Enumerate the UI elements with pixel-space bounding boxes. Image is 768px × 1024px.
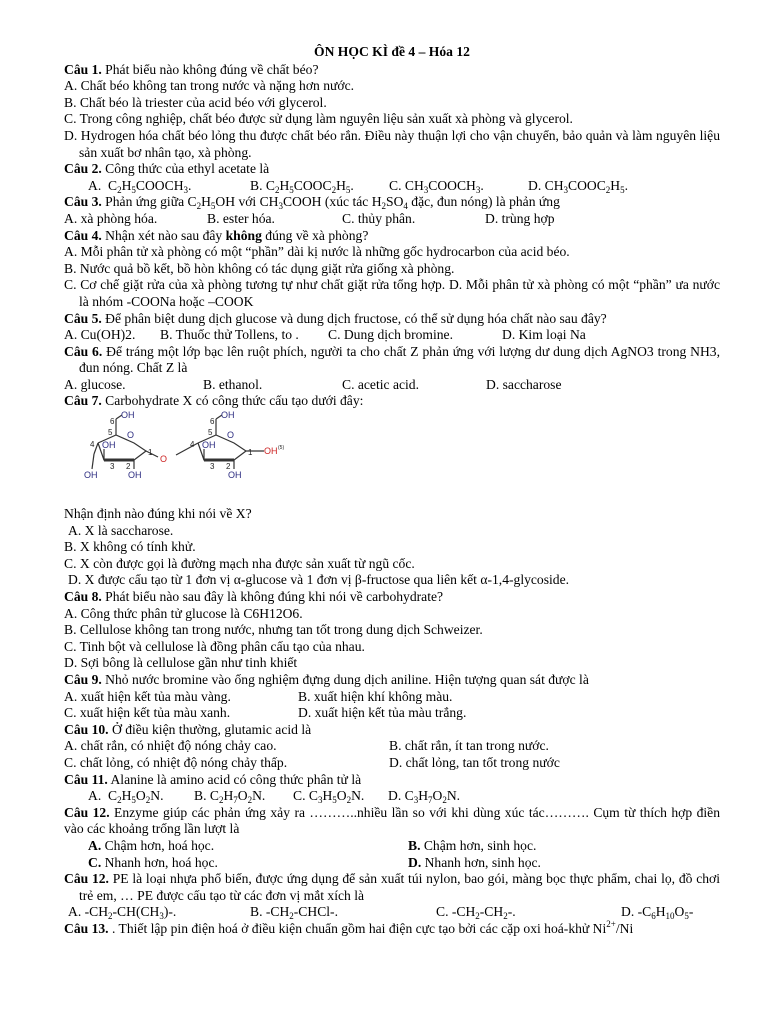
option-a: A. xuất hiện kết tủa màu vàng.: [64, 688, 231, 704]
question-7-prompt: Nhận định nào đúng khi nói về X?: [64, 506, 252, 522]
label-ring-o: O: [127, 430, 135, 441]
option-b: B. Cellulose không tan trong nước, nhưng tan tốt trong dung dịch Schweizer.: [64, 622, 483, 638]
option-d: D. $-C_6H_{10}O_5-$: [621, 904, 694, 922]
question-11-options: [64, 788, 720, 805]
question-2-stem: [64, 161, 720, 178]
question-label: Câu 13.: [64, 920, 109, 936]
option-a: A. glucose.: [64, 376, 126, 392]
option-b: B. chất rắn, ít tan trong nước.: [389, 738, 549, 754]
num-6-right: 6: [210, 417, 215, 427]
option-a: A. Mỗi phân tử xà phòng có một “phần” dài kị nước là những gốc hydrocarbon của acid béo.: [64, 244, 570, 260]
question-text: Phát biểu nào không đúng về chất béo?: [101, 61, 319, 77]
option-b: B. $C_2H_5COOC_2H_5$.: [250, 177, 354, 195]
option-d: D. Hydrogen hóa chất béo lỏng thu được chất béo rắn. Điều này thuận lợi cho vận chuyển, bảo quản và làm nguyên liệu sản xuất bơ nhân tạo, xà phòng.: [64, 127, 720, 160]
question-label: Câu 1.: [64, 61, 102, 77]
label-oh-c3-right: OH: [202, 440, 216, 451]
question-7-stem: Câu 7. Carbohydrate X có công thức cấu tạo dưới đây:: [64, 393, 364, 409]
option-d: D. saccharose: [486, 376, 562, 392]
option-b: B. ethanol.: [203, 376, 263, 392]
option-a: A. Cu(OH)2.: [64, 327, 136, 343]
question-12-options-row2: [64, 855, 720, 872]
question-2-options: [64, 178, 720, 195]
option-c: C. $C_3H_5O_2N$.: [293, 788, 365, 806]
label-ring-o-right: O: [227, 430, 235, 441]
question-4-stem: Câu 4. Nhận xét nào sau đây không đúng về xà phòng?: [64, 227, 369, 243]
question-label: Câu 5.: [64, 310, 102, 326]
option-d: D. Sợi bông là cellulose gần như tinh khiết: [64, 655, 298, 671]
option-a: A. xà phòng hóa.: [64, 210, 158, 226]
question-3-options: [64, 211, 720, 228]
option-b: B. $-CH_2-CHCl-$.: [250, 904, 338, 922]
option-a: A. Công thức phân tử glucose là C6H12O6.: [64, 605, 303, 621]
option-b: B. X không có tính khử.: [64, 539, 196, 555]
question-label: Câu 4.: [64, 227, 102, 243]
option-c: C. thủy phân.: [342, 210, 416, 226]
question-pe-options: [64, 904, 720, 921]
question-1-stem: [64, 62, 720, 79]
question-label: Câu 11.: [64, 771, 108, 787]
question-5-options: [64, 327, 720, 344]
option-c: C. chất lỏng, có nhiệt độ nóng chảy thấp.: [64, 754, 288, 770]
option-a: A. chất rắn, có nhiệt độ nóng chảy cao.: [64, 738, 277, 754]
disaccharide-structure: [64, 411, 720, 503]
question-12-options-row1: [64, 838, 720, 855]
question-label: Câu 2.: [64, 161, 102, 177]
option-b: B. Nước quả bồ kết, bồ hòn không có tác dụng giặt rửa giống xà phòng.: [64, 260, 455, 276]
num-6: 6: [110, 417, 115, 427]
option-a: A. $C_2H_5O_2N$.: [88, 788, 164, 806]
num-3-right: 3: [210, 462, 215, 472]
question-9-options-row1: [64, 689, 720, 706]
page-title: ÔN HỌC KÌ đề 4 – Hóa 12: [314, 44, 470, 59]
question-10-stem: Câu 10. Ở điều kiện thường, glutamic acid là: [64, 721, 312, 737]
label-oh-c3: OH: [102, 440, 116, 451]
option-c: C. acetic acid.: [342, 376, 419, 392]
option-d: D. X được cấu tạo từ 1 đơn vị α-glucose và 1 đơn vị β-fructose qua liên kết α-1,4-glycoside.: [68, 572, 570, 588]
label-oh-c4: OH: [84, 470, 98, 481]
num-1-right: 1: [248, 448, 253, 458]
option-a: A. Chậm hơn, hoá học.: [88, 837, 215, 853]
question-8-stem: Câu 8. Phát biểu nào sau đây là không đúng khi nói về carbohydrate?: [64, 589, 444, 605]
option-d: D. xuất hiện kết tủa màu trắng.: [298, 705, 467, 721]
num-3: 3: [110, 462, 115, 472]
option-a: A. $C_2H_5COOCH_3$.: [88, 177, 192, 195]
label-oh-c6-right: OH: [221, 411, 235, 421]
glyco-bond-right: [176, 443, 198, 455]
question-9-stem: Câu 9. Nhỏ nước bromine vào ống nghiệm đựng dung dịch aniline. Hiện tượng quan sát được là: [64, 672, 589, 687]
structure-diagram: [64, 411, 304, 503]
label-oh-c2: OH: [128, 470, 142, 481]
option-b: B. ester hóa.: [207, 210, 275, 226]
option-c: C. X còn được gọi là đường mạch nha được sản xuất từ ngũ cốc.: [64, 555, 415, 571]
label-glycosidic-o: O: [160, 454, 168, 465]
option-c: C. Dung dịch bromine.: [328, 327, 453, 343]
option-b: B. Chậm hơn, sinh học.: [408, 837, 537, 853]
question-6-options: [64, 377, 720, 394]
option-b: B. $C_2H_7O_2N$.: [194, 788, 266, 806]
option-c: C. $CH_3COOCH_3$.: [389, 177, 484, 195]
question-9-options-row2: [64, 705, 720, 722]
question-label: Câu 9.: [64, 672, 102, 687]
option-a: A. $-CH_2-CH(CH_3)-$.: [68, 904, 177, 922]
question-5-stem: Câu 5. Để phân biệt dung dịch glucose và dung dịch fructose, có thể sử dụng hóa chất nào sau đây?: [64, 310, 607, 326]
option-d: D. trùng hợp: [485, 210, 555, 226]
question-label: Câu 12.: [64, 804, 110, 820]
question-text: Công thức của ethyl acetate là: [101, 161, 270, 177]
question-6-stem: Câu 6. Để tráng một lớp bạc lên ruột phích, người ta cho chất Z phản ứng với lượng dư dung dịch AgNO3 trong NH3, đun nóng. Chất Z là: [64, 343, 720, 376]
label-oh-c2-right: OH: [228, 470, 242, 481]
question-11-stem: Câu 11. Alanine là amino acid có công thức phân tử là: [64, 771, 362, 787]
option-b: B. Chất béo là triester của acid béo với glycerol.: [64, 94, 327, 110]
question-10-options-row1: [64, 738, 720, 755]
option-d: D. $CH_3COOC_2H_5$.: [528, 177, 629, 195]
option-c: C. $-CH_2-CH_2-$.: [436, 904, 516, 922]
question-label: Câu 3.: [64, 194, 102, 210]
option-b: B. Thuốc thử Tollens, to .: [160, 327, 299, 343]
question-label: Câu 8.: [64, 589, 102, 605]
c4-bond: [94, 443, 98, 454]
question-13-stem: Câu 13. . Thiết lập pin điện hoá ở điều kiện chuẩn gồm hai điện cực tạo bởi các cặp oxi hoá-khử $Ni^{2+}/Ni$: [64, 918, 634, 936]
option-c: C. Nhanh hơn, hoá học.: [88, 854, 218, 870]
c4-oh-bond: [92, 454, 94, 469]
question-12-stem: Câu 12. Enzyme giúp các phản ứng xảy ra ………..nhiều lần so với khi dùng xúc tác………. Cụm từ thích hợp điền vào các khoảng trống lần lượt là: [64, 804, 720, 837]
num-5: 5: [108, 428, 113, 438]
num-2-right: 2: [226, 462, 231, 472]
num-5-right: 5: [208, 428, 213, 438]
num-4: 4: [90, 440, 95, 450]
option-a: A. Chất béo không tan trong nước và nặng hơn nước.: [64, 78, 354, 94]
question-label: Câu 7.: [64, 393, 102, 409]
option-d: D. chất lỏng, tan tốt trong nước: [389, 754, 560, 770]
label-oh-c6: OH: [121, 411, 135, 421]
question-pe-stem: Câu 12. PE là loại nhựa phổ biến, được ứng dụng để sản xuất túi nylon, bao gói, màng bọc thực phẩm, chai lọ, đồ chơi trẻ em, … PE được cấu tạo từ các đơn vị mắt xích là: [64, 871, 720, 903]
num-4-right: 4: [190, 440, 195, 450]
question-label: Câu 12.: [64, 871, 109, 887]
question-label: Câu 10.: [64, 721, 109, 737]
option-a: A. X là saccharose.: [68, 522, 174, 538]
option-d: D. Nhanh hơn, sinh học.: [408, 854, 541, 870]
option-c-d: C. Cơ chế giặt rửa của xà phòng tương tự như chất giặt rửa tổng hợp. D. Mỗi phân tử xà phòng có một “phần” ưa nước là nhóm -COONa hoặc –COOK: [64, 277, 720, 309]
num-2: 2: [126, 462, 131, 472]
num-1: 1: [148, 448, 153, 458]
option-c: C. Trong công nghiệp, chất béo được sử dụng làm nguyên liệu sản xuất xà phòng và glycerol.: [64, 111, 573, 127]
option-d: D. Kim loại Na: [502, 327, 586, 343]
question-label: Câu 6.: [64, 343, 103, 359]
option-c: C. Tinh bột và cellulose là đồng phân cấu tạo của nhau.: [64, 638, 365, 654]
question-10-options-row2: [64, 755, 720, 772]
label-sup5: (5): [278, 445, 285, 452]
question-3-stem: Câu 3. Phản ứng giữa $C_2H_5OH$ với $CH_3COOH$ (xúc tác $H_2SO_4$ đặc, đun nóng) là phản ứng: [64, 194, 560, 212]
option-b: B. xuất hiện khí không màu.: [298, 688, 453, 704]
label-oh-c1: OH: [264, 446, 278, 457]
option-c: C. xuất hiện kết tủa màu xanh.: [64, 705, 231, 721]
option-d: D. $C_3H_7O_2N$.: [388, 788, 461, 806]
